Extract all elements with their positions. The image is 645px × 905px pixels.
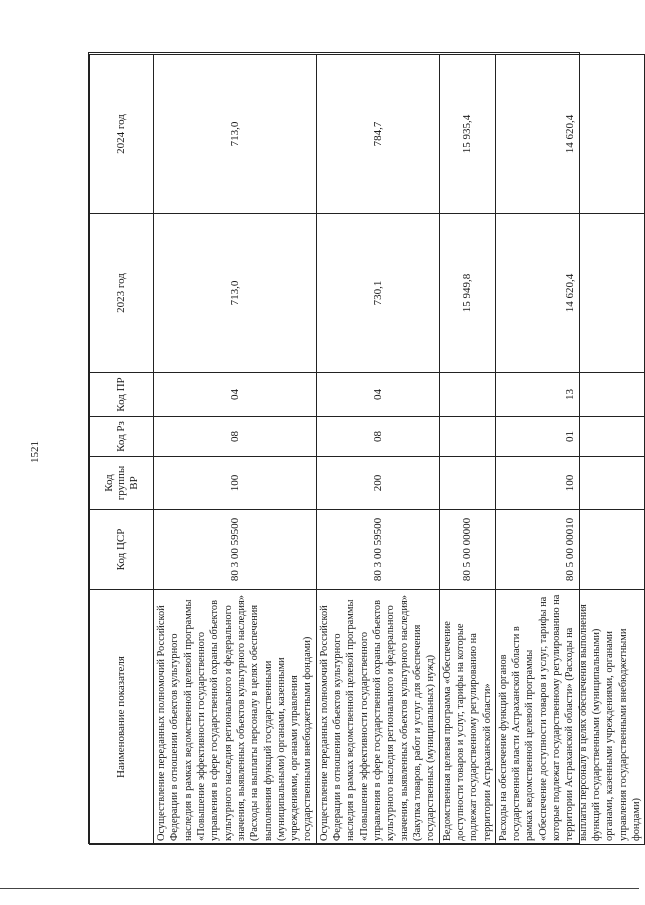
budget-table-sheet: [88, 52, 642, 844]
row-name: Осуществление переданных полномочий Российской Федерации в отношении объектов культурного наследия в рамках ведомственной целевой программы «Повышение эффективности государственного управления в сфере государственной охраны объектов культурного наследия регионального и федерального значения, выявленных объектов культурного наследия» (Расходы на выплаты персоналу в целях обеспечения выполнения функций государственными (муниципальными) органами, казенными учреждениями, органами управления государственными внебюджетными фондами): [154, 590, 317, 845]
page-bottom-rule: [0, 888, 639, 889]
table-row: [154, 55, 317, 845]
page-number: 1521: [29, 441, 41, 463]
row-rz: 01: [495, 417, 644, 457]
row-2024: 784,7: [316, 55, 439, 214]
row-2024: 14 620,4: [495, 55, 644, 214]
row-vr: 100: [154, 457, 317, 510]
row-vr: [439, 457, 495, 510]
header-2023: 2023 год: [90, 214, 154, 373]
row-2024: 713,0: [154, 55, 317, 214]
row-2023: 713,0: [154, 214, 317, 373]
header-name: Наименование показателя: [90, 590, 154, 845]
rotated-table-container: [89, 55, 642, 845]
row-csr: 80 5 00 00000: [439, 510, 495, 590]
row-rz: 08: [154, 417, 317, 457]
row-pr: 13: [495, 373, 644, 417]
row-vr: 200: [316, 457, 439, 510]
row-pr: 04: [154, 373, 317, 417]
row-csr: 80 5 00 00010: [495, 510, 644, 590]
header-csr: Код ЦСР: [90, 510, 154, 590]
row-2023: 15 949,8: [439, 214, 495, 373]
table-row: [316, 55, 439, 845]
row-pr: 04: [316, 373, 439, 417]
table-row: [495, 55, 644, 845]
row-name: Ведомственная целевая программа «Обеспечение доступности товаров и услуг, тарифы на которые подлежат государственному регулированию на территории Астраханской области»: [439, 590, 495, 845]
header-2024: 2024 год: [90, 55, 154, 214]
row-csr: 80 3 00 59500: [316, 510, 439, 590]
header-rz: Код Рз: [90, 417, 154, 457]
row-2024: 15 935,4: [439, 55, 495, 214]
table-row: [439, 55, 495, 845]
budget-table: [89, 54, 645, 845]
row-vr: 100: [495, 457, 644, 510]
row-rz: 08: [316, 417, 439, 457]
row-2023: 14 620,4: [495, 214, 644, 373]
row-2023: 730,1: [316, 214, 439, 373]
row-csr: 80 3 00 59500: [154, 510, 317, 590]
header-vr: Код группы ВР: [90, 457, 154, 510]
row-name: Осуществление переданных полномочий Российской Федерации в отношении объектов культурного наследия в рамках ведомственной целевой программы «Повышение эффективности государственного управления в сфере государственной охраны объектов культурного наследия регионального и федерального значения, выявленных объектов культурного наследия» (Закупка товаров, работ и услуг для обеспечения государственных (муниципальных) нужд): [316, 590, 439, 845]
row-rz: [439, 417, 495, 457]
header-row: [90, 55, 154, 845]
row-pr: [439, 373, 495, 417]
row-name: Расходы на обеспечение функций органов государственной власти Астраханской области в рамках ведомственной целевой программы «Обеспечение доступности товаров и услуг, тарифы на которые подлежат государственному регулированию на территории Астраханской области» (Расходы на выплаты персоналу в целях обеспечения выполнения функций государственными (муниципальными) органами, казенными учреждениями, органами управления государственными внебюджетными фондами): [495, 590, 644, 845]
header-pr: Код ПР: [90, 373, 154, 417]
